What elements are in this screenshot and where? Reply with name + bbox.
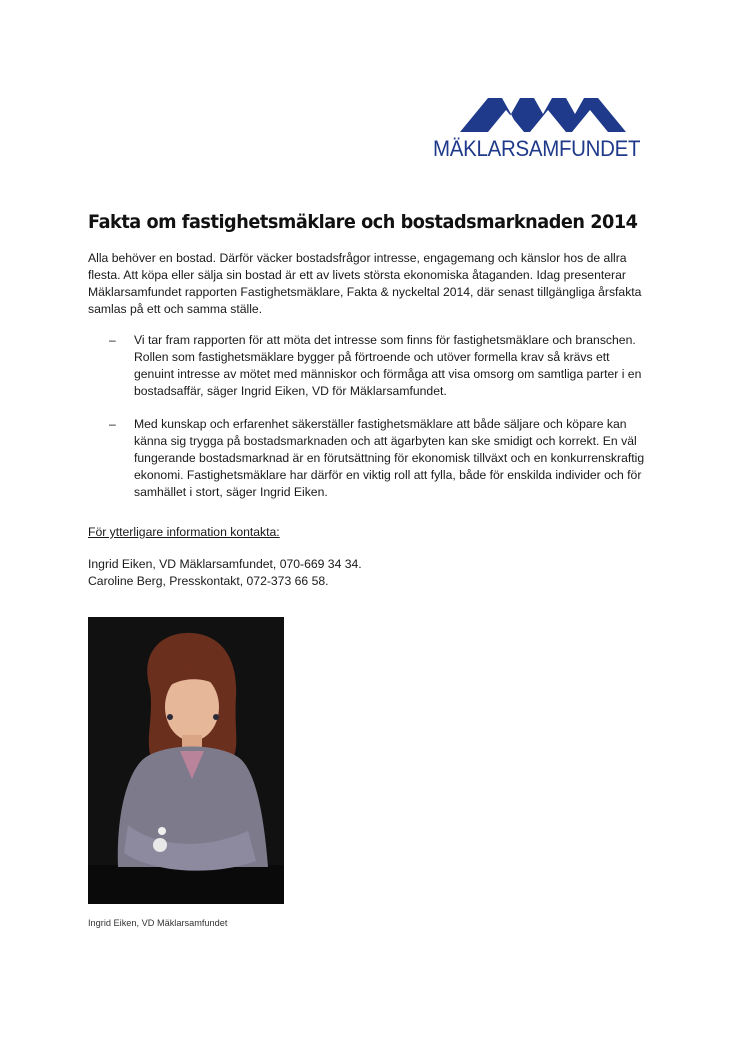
intro-paragraph: Alla behöver en bostad. Därför väcker bostadsfrågor intresse, engagemang och känslor hos de allra flesta. Att köpa eller sälja sin bostad är ett av livets största ekonomiska åtaganden. Idag presenterar Mäklarsamfundet rapporten Fastighetsmäklare, Fakta & nyckeltal 2014, där senast tillgängliga årsfakta samlas på ett och samma ställe. xyxy=(88,251,642,316)
page-title: Fakta om fastighetsmäklare och bostadsmarknaden 2014 xyxy=(88,211,638,233)
contact-line: Ingrid Eiken, VD Mäklarsamfundet, 070-669 34 34. xyxy=(88,557,362,571)
portrait-photo xyxy=(88,617,284,904)
dash-bullet: – xyxy=(109,333,116,347)
company-logo xyxy=(430,96,652,164)
contact-heading: För ytterligare information kontakta: xyxy=(88,525,280,539)
logo-roofs-icon xyxy=(460,96,650,132)
logo-wordmark: MÄKLARSAMFUNDET xyxy=(433,136,641,161)
quote-text: Vi tar fram rapporten för att möta det intresse som finns för fastighetsmäklare och branschen. Rollen som fastighetsmäklare bygger på förtroende och utöver formella krav så krävs ett genuint intresse av mötet med människor och förmåga att visa omsorg om samtliga parter i en bostadsaffär, säger Ingrid Eiken, VD för Mäklarsamfundet. xyxy=(134,333,642,398)
photo-caption: Ingrid Eiken, VD Mäklarsamfundet xyxy=(88,918,228,928)
dash-bullet: – xyxy=(109,417,116,431)
contact-line: Caroline Berg, Presskontakt, 072-373 66 58. xyxy=(88,574,329,588)
quote-text: Med kunskap och erfarenhet säkerställer fastighetsmäklare att både säljare och köpare kan känna sig trygga på bostadsmarknaden och att ägarbyten kan ske smidigt och korrekt. En väl fungerande bostadsmarknad är en förutsättning för ekonomisk tillväxt och en konkurrenskraftig ekonomi. Fastighetsmäklare har därför en viktig roll att fylla, både för enskilda individer och för samhället i stort, säger Ingrid Eiken. xyxy=(134,417,645,499)
